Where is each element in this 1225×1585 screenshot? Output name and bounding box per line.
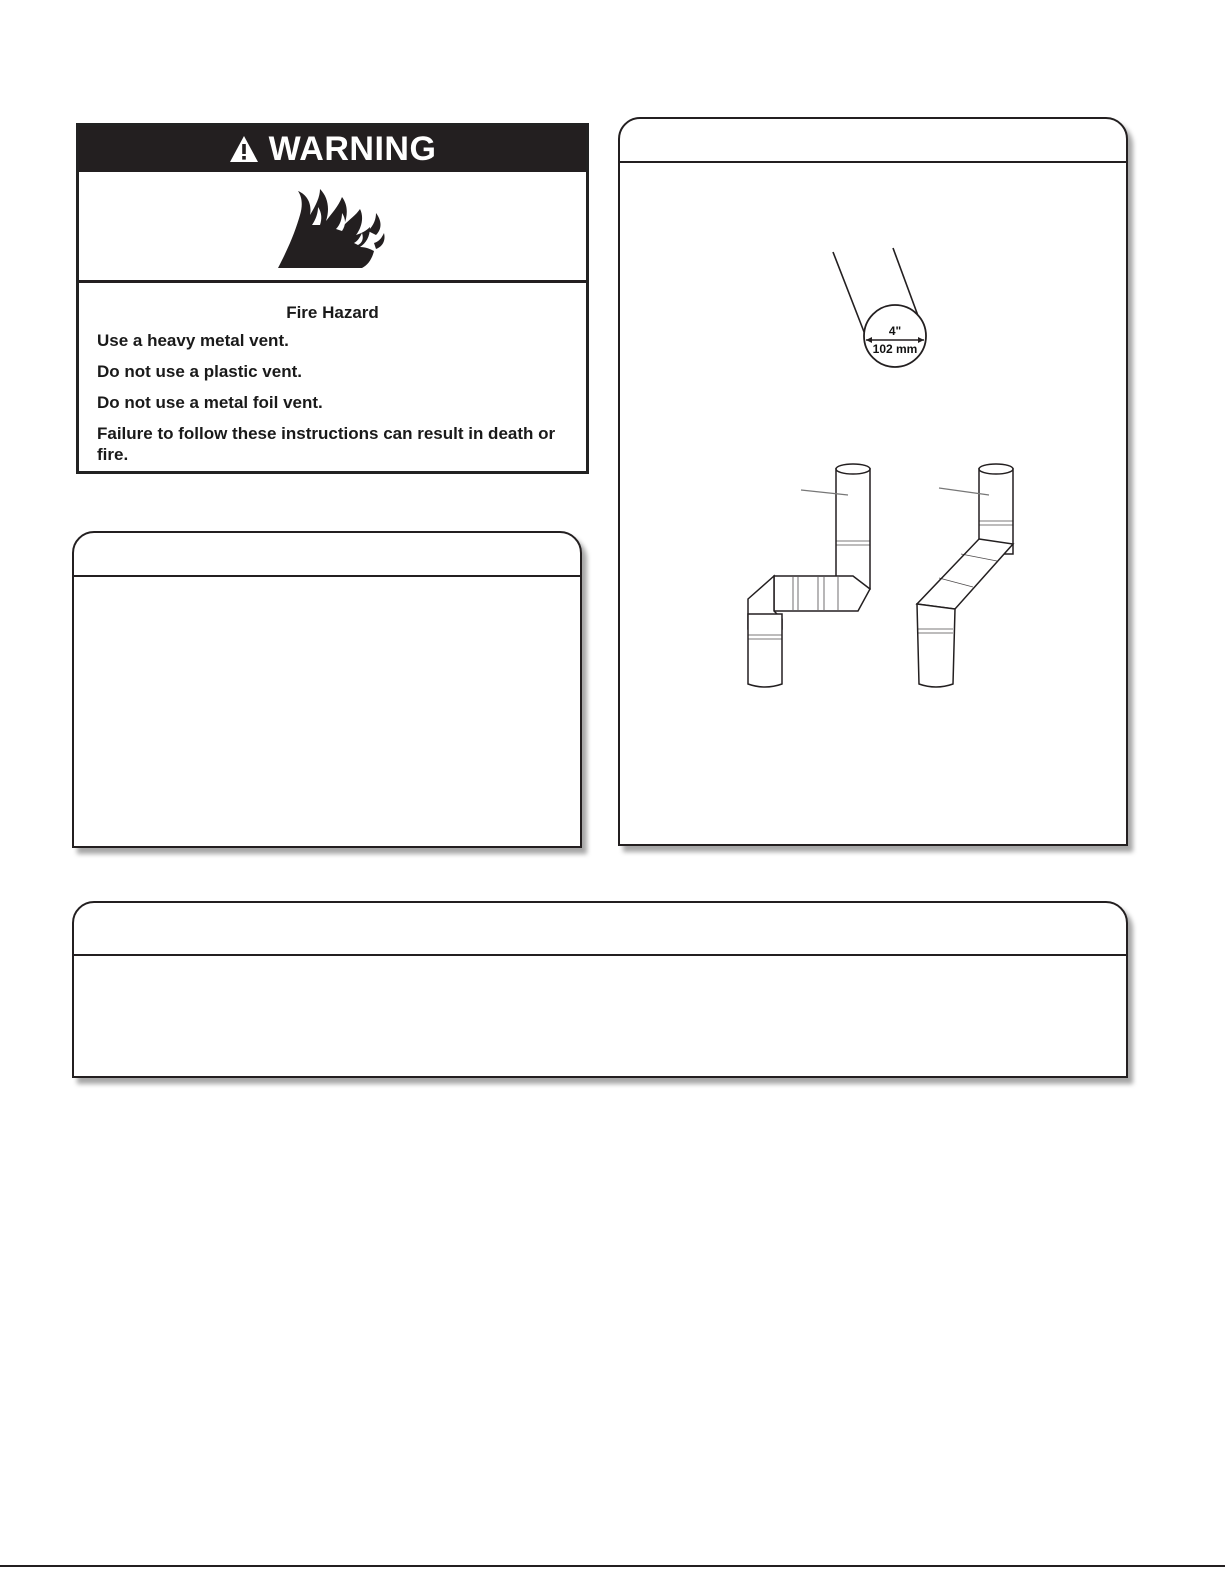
warning-icon-area — [79, 172, 586, 283]
vent-diameter-illustration — [820, 244, 950, 374]
fire-hazard-warning-box — [76, 123, 589, 474]
warning-body — [79, 283, 586, 471]
alert-triangle-icon — [229, 135, 259, 163]
fire-icon — [276, 185, 388, 269]
vent-diagram-panel — [618, 117, 1128, 846]
footer-rule — [0, 1565, 1225, 1567]
warning-heading: WARNING — [268, 129, 437, 168]
warning-line: Use a heavy metal vent. — [97, 331, 289, 350]
warning-line: Do not use a metal foil vent. — [97, 393, 323, 412]
diameter-imperial-label: 4" — [888, 324, 902, 338]
diameter-metric-label: 102 mm — [872, 342, 918, 356]
panel-header-rule — [74, 575, 580, 577]
warning-line: Do not use a plastic vent. — [97, 362, 302, 381]
hazard-title: Fire Hazard — [286, 303, 379, 322]
panel-header-rule — [620, 161, 1126, 163]
warning-header — [79, 126, 586, 172]
angled-vent-illustration — [905, 459, 1045, 689]
warning-line: Failure to follow these instructions can result in death or fire. — [97, 424, 556, 464]
panel-header-rule — [74, 954, 1126, 956]
info-panel-left — [72, 531, 582, 848]
elbow-vent-illustration — [738, 459, 878, 689]
info-panel-bottom — [72, 901, 1128, 1078]
